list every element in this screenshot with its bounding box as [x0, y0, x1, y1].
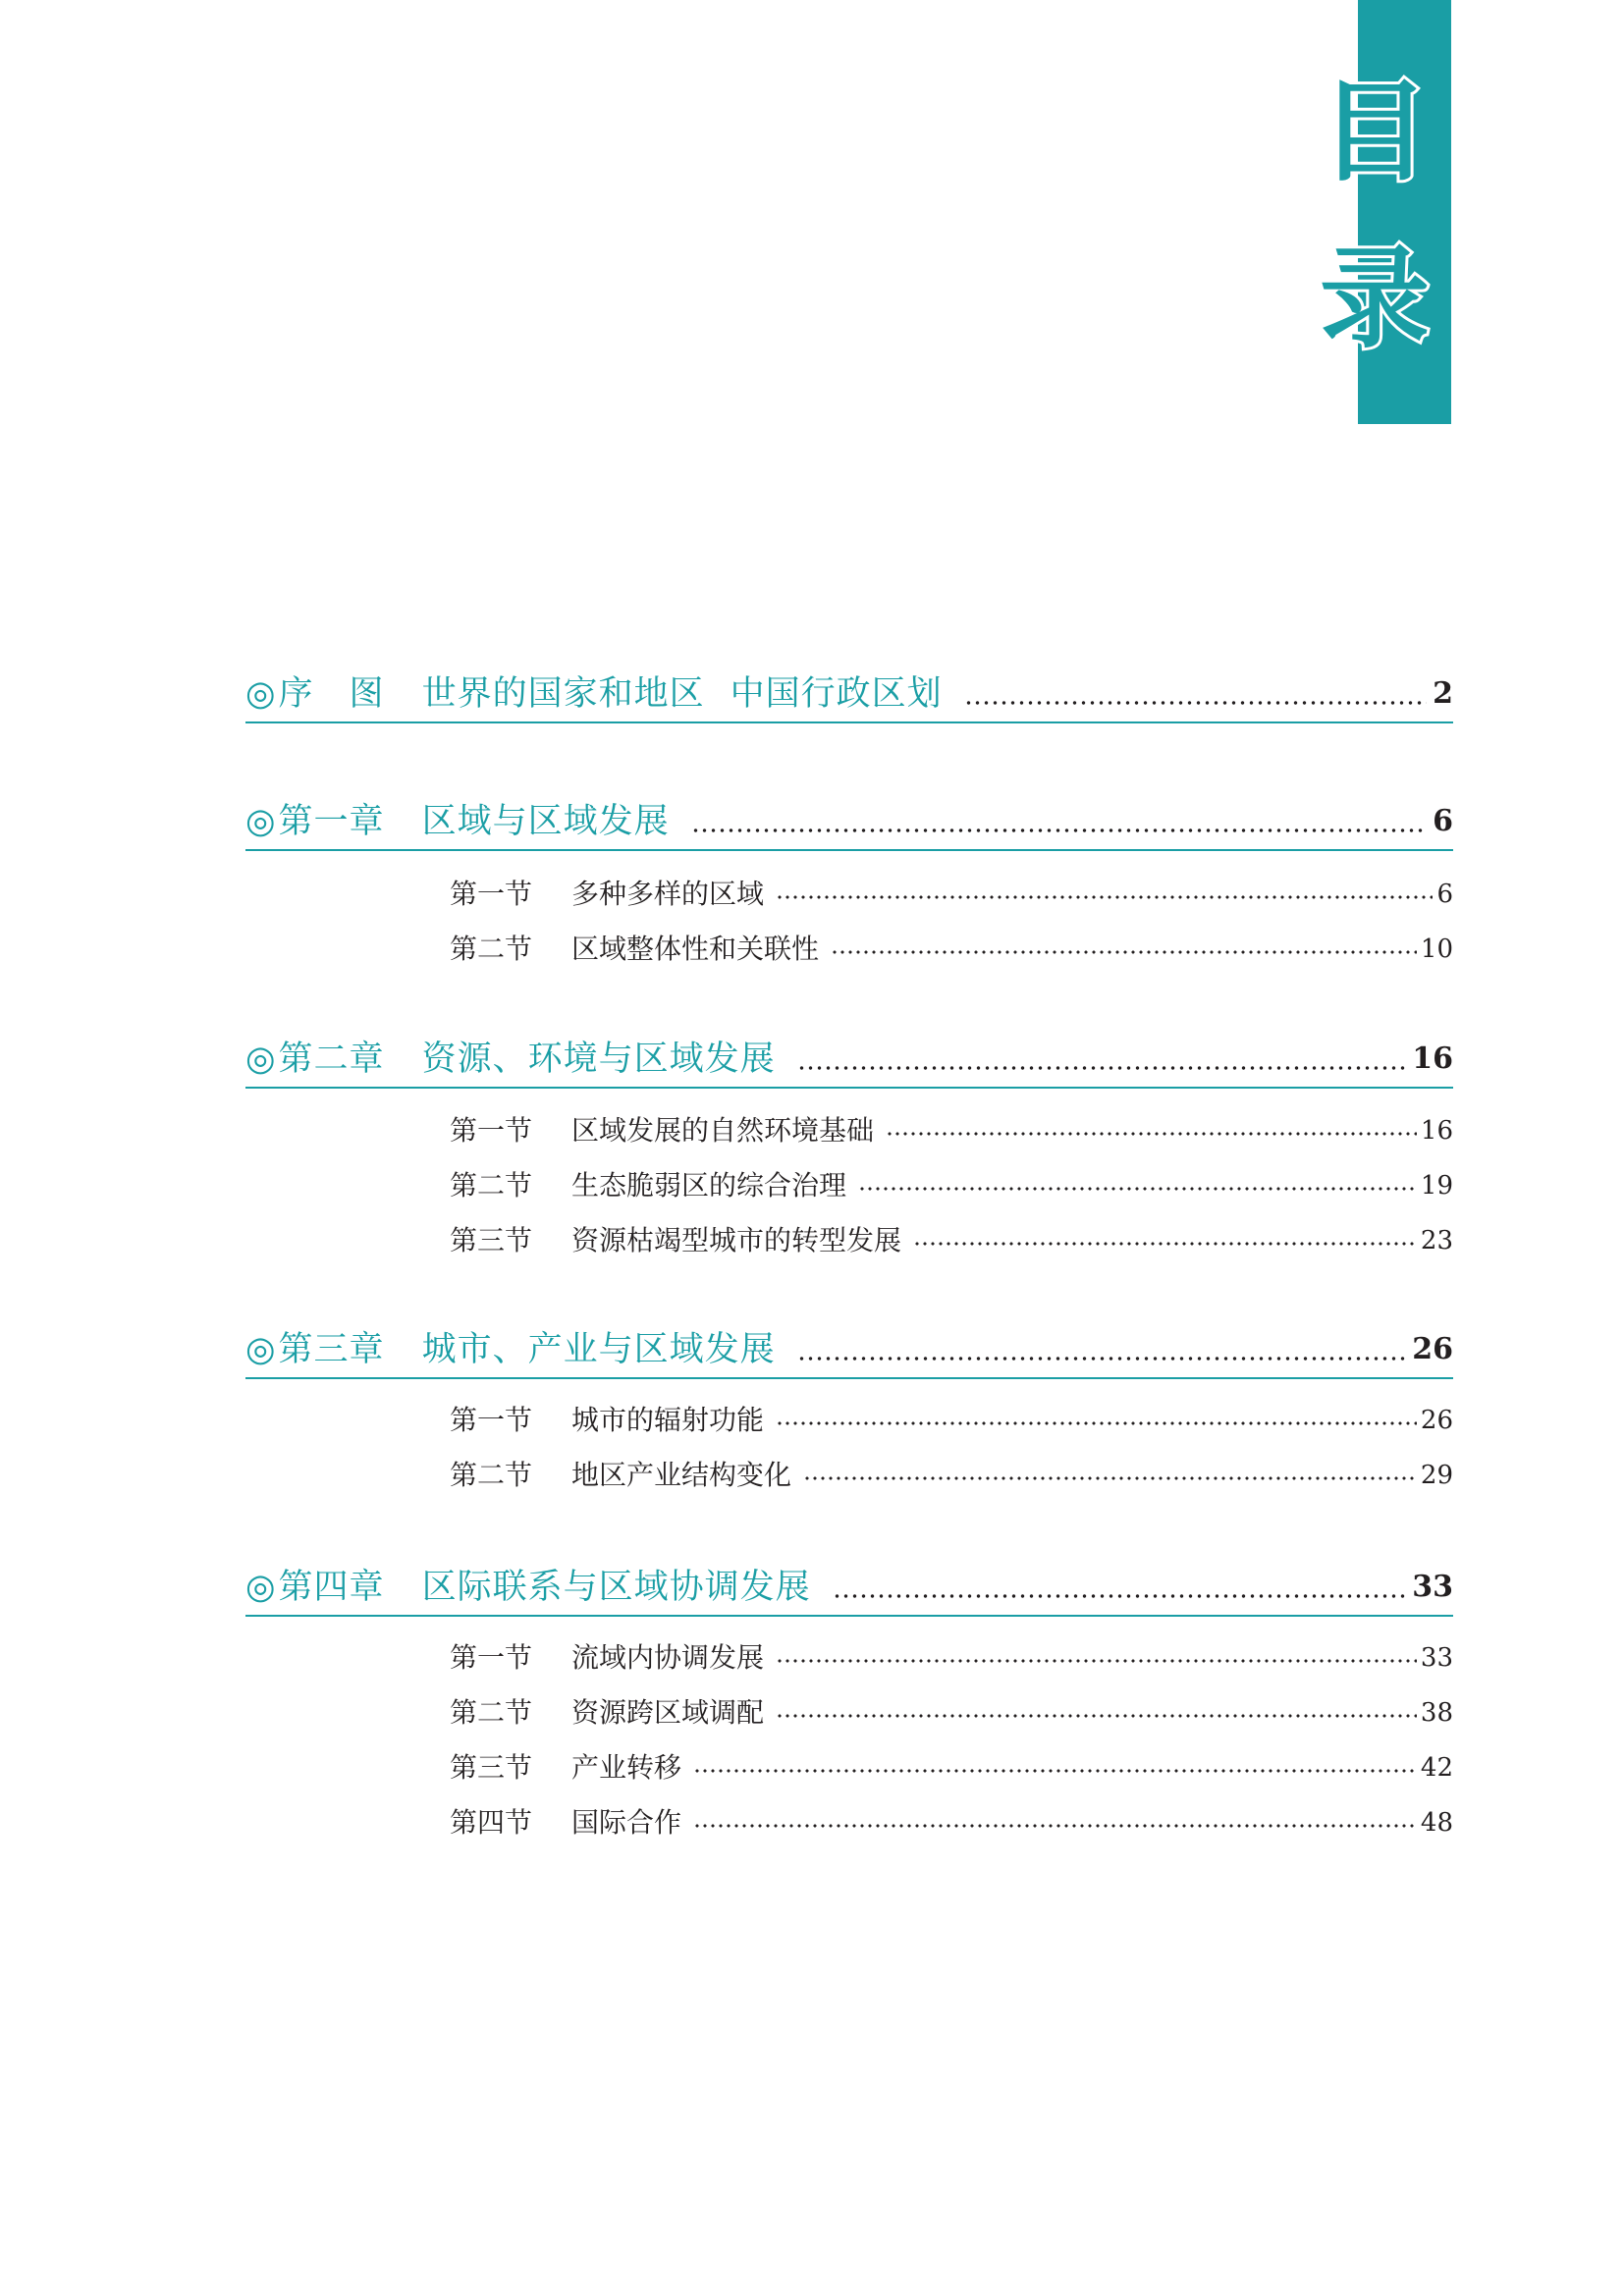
- dot-leader: [776, 1418, 1417, 1428]
- preface-title-a: 世界的国家和地区: [421, 674, 705, 714]
- chapter-page-number: 6: [1433, 804, 1453, 838]
- section-page-number: 38: [1420, 1698, 1453, 1728]
- circle-mark-icon: ◎: [245, 674, 277, 714]
- section-label: 第一节: [450, 1114, 533, 1147]
- chapter-title: 资源、环境与区域发展: [421, 1040, 776, 1079]
- table-of-contents: [245, 0, 1453, 2296]
- toc-section-1-1[interactable]: [450, 871, 1453, 914]
- toc-chapter-3[interactable]: [245, 1318, 1453, 1379]
- chapter-heading: [245, 1562, 811, 1615]
- dot-leader: [913, 1239, 1417, 1249]
- section-title: 多种多样的区域: [571, 878, 765, 910]
- preface-label: 序 图: [278, 674, 385, 714]
- section-title: 流域内协调发展: [571, 1641, 765, 1674]
- circle-mark-icon: ◎: [245, 1040, 277, 1079]
- chapter-heading: [245, 1034, 776, 1087]
- dot-leader: [776, 1711, 1417, 1721]
- chapter-label: 第二章: [278, 1040, 385, 1079]
- circle-mark-icon: ◎: [245, 1568, 277, 1607]
- toc-chapter-1[interactable]: [245, 790, 1453, 851]
- section-label: 第二节: [450, 1169, 533, 1201]
- section-label: 第二节: [450, 1696, 533, 1729]
- chapter-page-number: 33: [1412, 1570, 1453, 1604]
- chapter-page-number: 26: [1412, 1332, 1453, 1366]
- page-title-char-1: 目: [1320, 68, 1430, 196]
- dot-leader: [776, 1656, 1417, 1666]
- toc-section-1-2[interactable]: [450, 926, 1453, 969]
- section-page-number: 10: [1420, 934, 1453, 964]
- section-label: 第一节: [450, 878, 533, 910]
- dot-leader: [693, 1766, 1417, 1776]
- section-title: 产业转移: [571, 1751, 682, 1784]
- chapter-label: 第一章: [278, 802, 385, 841]
- toc-section-4-1[interactable]: [450, 1634, 1453, 1678]
- dot-leader: [964, 698, 1428, 708]
- chapter-title: 区域与区域发展: [421, 802, 670, 841]
- section-page-number: 19: [1420, 1171, 1453, 1201]
- chapter-page-number: 16: [1412, 1041, 1453, 1076]
- dot-leader: [693, 1821, 1417, 1831]
- toc-section-4-3[interactable]: [450, 1744, 1453, 1788]
- dot-leader: [858, 1184, 1417, 1194]
- section-page-number: 23: [1420, 1226, 1453, 1255]
- dot-leader: [776, 892, 1433, 902]
- chapter-heading: [245, 1324, 776, 1377]
- section-title: 城市的辐射功能: [571, 1404, 765, 1436]
- dot-leader: [886, 1129, 1417, 1139]
- section-label: 第二节: [450, 933, 533, 965]
- section-label: 第四节: [450, 1806, 533, 1839]
- preface-heading: [245, 668, 943, 721]
- section-label: 第一节: [450, 1404, 533, 1436]
- dot-leader: [833, 1591, 1407, 1601]
- section-title: 区域发展的自然环境基础: [571, 1114, 875, 1147]
- toc-section-2-3[interactable]: [450, 1217, 1453, 1260]
- toc-section-2-2[interactable]: [450, 1162, 1453, 1205]
- section-page-number: 6: [1436, 880, 1453, 909]
- section-page-number: 33: [1420, 1643, 1453, 1673]
- section-title: 资源跨区域调配: [571, 1696, 765, 1729]
- section-page-number: 26: [1420, 1406, 1453, 1435]
- preface-page-number: 2: [1433, 676, 1453, 711]
- section-label: 第三节: [450, 1224, 533, 1256]
- section-title: 区域整体性和关联性: [571, 933, 820, 965]
- toc-section-4-4[interactable]: [450, 1799, 1453, 1842]
- dot-leader: [691, 826, 1428, 835]
- chapter-label: 第三章: [278, 1330, 385, 1369]
- section-label: 第二节: [450, 1459, 533, 1491]
- section-page-number: 48: [1420, 1808, 1453, 1838]
- toc-chapter-2[interactable]: [245, 1028, 1453, 1089]
- toc-preface-entry[interactable]: [245, 663, 1453, 723]
- section-label: 第一节: [450, 1641, 533, 1674]
- section-title: 生态脆弱区的综合治理: [571, 1169, 847, 1201]
- circle-mark-icon: ◎: [245, 802, 277, 841]
- toc-section-3-2[interactable]: [450, 1452, 1453, 1495]
- section-title: 资源枯竭型城市的转型发展: [571, 1224, 902, 1256]
- dot-leader: [831, 947, 1417, 957]
- dot-leader: [797, 1063, 1407, 1073]
- section-label: 第三节: [450, 1751, 533, 1784]
- toc-chapter-4[interactable]: [245, 1556, 1453, 1617]
- section-page-number: 42: [1420, 1753, 1453, 1783]
- toc-section-2-1[interactable]: [450, 1107, 1453, 1150]
- circle-mark-icon: ◎: [245, 1330, 277, 1369]
- chapter-title: 区际联系与区域协调发展: [421, 1568, 811, 1607]
- section-title: 国际合作: [571, 1806, 682, 1839]
- section-title: 地区产业结构变化: [571, 1459, 792, 1491]
- chapter-label: 第四章: [278, 1568, 385, 1607]
- toc-section-3-1[interactable]: [450, 1397, 1453, 1440]
- preface-title-b: 中国行政区划: [730, 674, 943, 714]
- dot-leader: [797, 1354, 1407, 1363]
- toc-section-4-2[interactable]: [450, 1689, 1453, 1733]
- chapter-heading: [245, 796, 670, 849]
- section-page-number: 16: [1420, 1116, 1453, 1146]
- section-page-number: 29: [1420, 1461, 1453, 1490]
- chapter-title: 城市、产业与区域发展: [421, 1330, 776, 1369]
- page-title-char-2: 录: [1320, 235, 1430, 363]
- dot-leader: [803, 1473, 1417, 1483]
